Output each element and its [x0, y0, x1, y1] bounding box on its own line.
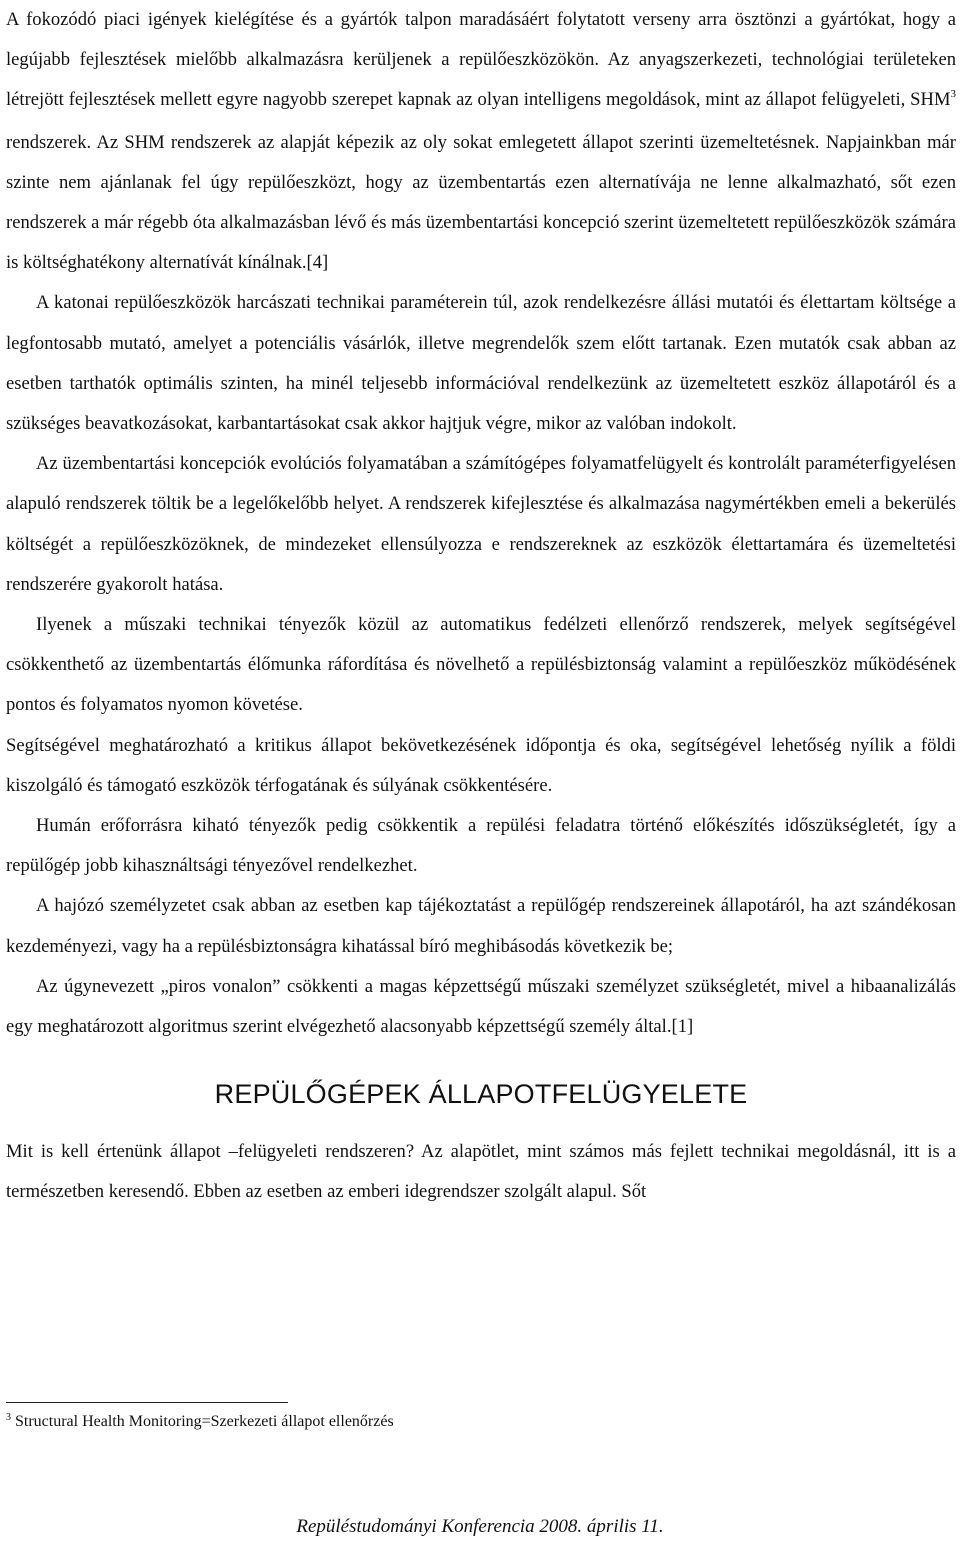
paragraph-2: A katonai repülőeszközök harcászati technikai paraméterein túl, azok rendelkezésre állási mutatói és élettartam költsége a legfontosabb mutató, amelyet a potenciális vásárlók, illetve megrendelők szem előtt tartanak. Ezen mutatók csak abban az esetben tarthatók optimális szinten, ha minél teljesebb információval rendelkezünk az üzemeltetett eszköz állapotáról és a szükséges beavatkozásokat, karbantartásokat csak akkor hajtjuk végre, mikor az valóban indokolt. [6, 292, 956, 435]
paragraph-3: Az üzembentartási koncepciók evolúciós folyamatában a számítógépes folyamatfelügyelt és kontrolált paraméterfigyelésen alapuló rendszerek töltik be a legelőkelőbb helyet. A rendszerek kifejlesztése és alkalmazása nagymértékben emeli a bekerülés költségét a repülőeszközöknek, de mindezeket ellensúlyozza e rendszereknek az eszközök élettartamára és üzemeltetési rendszerére gyakorolt hatása. [6, 453, 956, 595]
footnote-text: Structural Health Monitoring=Szerkezeti állapot ellenőrzés [11, 1413, 394, 1430]
footer-text: Repüléstudományi Konferencia 2008. április 11. [296, 1516, 664, 1537]
paragraph-1 [6, 0, 956, 283]
paragraph-5: Segítségével meghatározható a kritikus állapot bekövetkezésének időpontja és oka, segítségével lehetőség nyílik a földi kiszolgáló és támogató eszközök térfogatának és súlyának csökkentésére. [6, 734, 956, 796]
paragraph-6: Humán erőforrásra kiható tényezők pedig csökkentik a repülési feladatra történő előkészítés időszükségletét, így a repülőgép jobb kihasználtsági tényezővel rendelkezhet. [6, 815, 956, 877]
paragraph-8: Az úgynevezett „piros vonalon” csökkenti a magas képzettségű műszaki személyzet szükségletét, mivel a hibaanalizálás egy meghatározott algoritmus szerint elvégezhető alacsonyabb képzettségű személy által.[1] [6, 975, 956, 1038]
footnote-number: 3 [6, 1412, 11, 1423]
page-footer [0, 1516, 960, 1538]
footnote [6, 1412, 906, 1434]
footnote-separator [6, 1402, 288, 1403]
paragraph-1-tail: rendszerek. Az SHM rendszerek az alapját képezik az oly sokat emlegetett állapot szerinti üzemeltetésnek. Napjainkban már szinte nem ajánlanak fel úgy repülőeszközt, hogy az üzembentartás ezen alternatívája ne lenne alkalmazható, sőt ezen rendszerek a már régebb óta alkalmazásban lévő és más üzembentartási koncepció szerint üzemeltetett repülőeszközök számára is költséghatékony alternatívát kínálnak.[4] [6, 131, 956, 274]
paragraph-4: Ilyenek a műszaki technikai tényezők közül az automatikus fedélzeti ellenőrző rendszerek, melyek segítségével csökkenthető az üzembentartás élőmunka ráfordítása és növelhető a repülésbiztonság valamint a repülőeszköz működésének pontos és folyamatos nyomon követése. [6, 614, 956, 716]
paragraph-1-text: A fokozódó piaci igények kielégítése és a gyártók talpon maradásáért folytatott verseny arra ösztönzi a gyártókat, hogy a legújabb fejlesztések mielőbb alkalmazásra kerüljenek a repülőeszközökön. Az anyagszerkezeti, technológiai területeken létrejött fejlesztések mellett egyre nagyobb szerepet kapnak az olyan intelligens megoldások, mint az állapot felügyeleti, SHM [6, 9, 956, 111]
section-heading: REPÜLŐGÉPEK ÁLLAPOTFELÜGYELETE [214, 1079, 748, 1110]
paragraph-9: Mit is kell értenünk állapot –felügyeleti rendszeren? Az alapötlet, mint számos más fejlett technikai megoldásnál, itt is a természetben keresendő. Ebben az esetben az emberi idegrendszer szolgált alapul. Sőt [6, 1141, 956, 1203]
footnote-ref[interactable]: 3 [950, 88, 956, 101]
document-page [6, 0, 956, 1213]
paragraph-7: A hajózó személyzetet csak abban az esetben kap tájékoztatást a repülőgép rendszereinek állapotáról, ha azt szándékosan kezdeményezi, vagy ha a repülésbiztonságra kihatással bíró meghibásodás következik be; [6, 895, 956, 957]
